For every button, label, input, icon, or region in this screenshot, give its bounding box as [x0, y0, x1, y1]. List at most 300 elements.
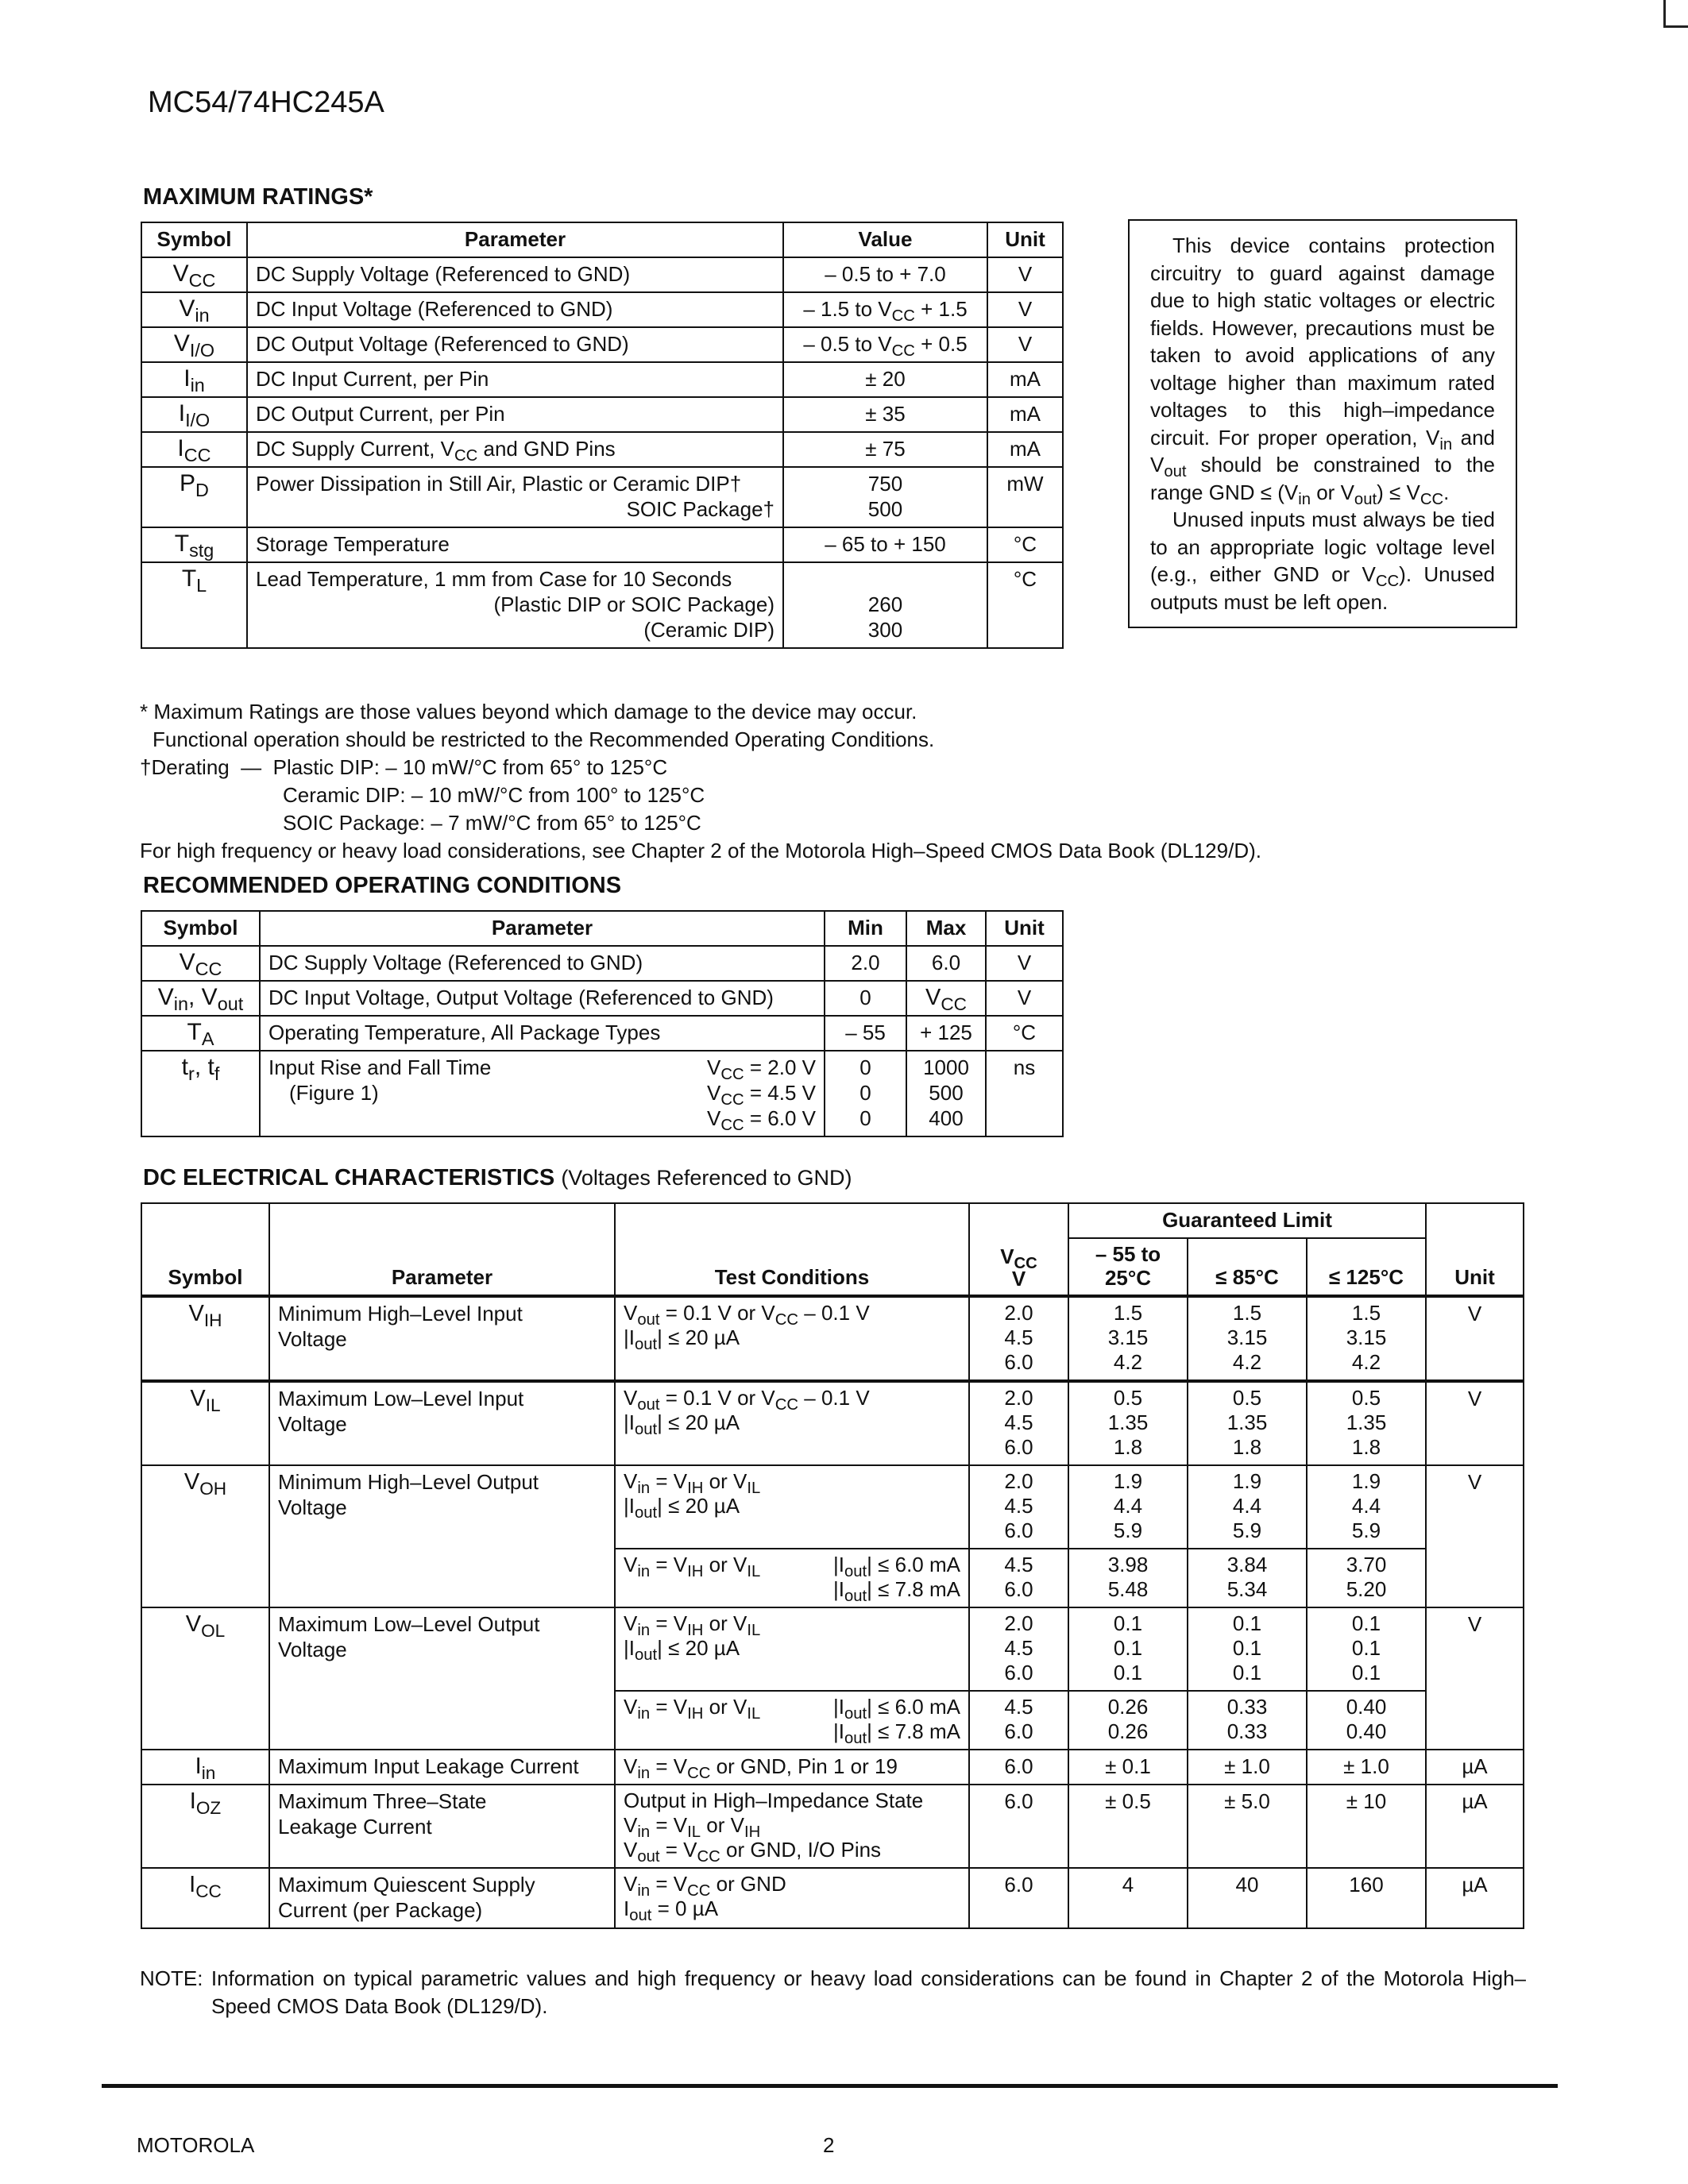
rec-op-table	[141, 910, 1064, 1137]
limit-125c-cell-line: 0.1	[1351, 1661, 1381, 1684]
limit-25c-cell	[1068, 1549, 1188, 1607]
parameter-line: Voltage	[278, 1327, 347, 1351]
parameter-cell: DC Input Current, per Pin	[247, 362, 783, 397]
subscript: in	[201, 1762, 216, 1783]
unused-inputs-paragraph	[1150, 506, 1495, 615]
max-symbol: $V_{CC}$	[925, 985, 967, 1014]
table-row	[141, 292, 1063, 327]
value-cell	[783, 257, 987, 292]
iout-abs: $|I_{out}| \le 7.8$ mA	[832, 1719, 960, 1748]
cond-vout	[624, 1838, 960, 1866]
limit-125c-cell	[1307, 1607, 1426, 1691]
subscript: in	[173, 994, 188, 1015]
table-row	[141, 397, 1063, 432]
dc-note-line2: Speed CMOS Data Book (DL129/D).	[211, 1994, 548, 2018]
rise-condition	[707, 1055, 816, 1084]
crop-mark	[1663, 0, 1688, 28]
subscript: CC	[183, 445, 211, 466]
limit-125c-cell-line: 4.4	[1351, 1494, 1381, 1518]
table-row	[141, 432, 1063, 467]
subscript: IH	[687, 1563, 704, 1581]
vcc-cell-line: 6.0	[1004, 1661, 1033, 1684]
subscript: in	[190, 375, 205, 396]
parameter-cell	[269, 1465, 615, 1607]
vout-cond: $V_{out} = 0.1$ V or $V_{CC} - 0.1$ V	[624, 1301, 870, 1329]
footnote-ceramic: Ceramic DIP: – 10 mW/°C from 100° to 125°C	[283, 783, 705, 807]
iout-abs: $|I_{out}| \le 7.8$ mA	[832, 1577, 960, 1606]
parameter-cell: DC Output Voltage (Referenced to GND)	[247, 327, 783, 362]
subscript: IL	[687, 1823, 701, 1842]
limit-25c-cell: 4	[1068, 1868, 1188, 1928]
table-row	[141, 1607, 1524, 1691]
subscript: CC	[1375, 573, 1400, 591]
vcc-cell-line: 2.0	[1004, 1301, 1033, 1325]
limit-125c-cell-line: 1.8	[1351, 1435, 1381, 1459]
limit-25c-cell-line: 4.2	[1113, 1350, 1143, 1374]
value-line: 500	[867, 497, 903, 521]
symbol: $T_L$	[181, 565, 207, 596]
cond-iout-78ma	[832, 1719, 960, 1748]
unit-cell: µA	[1426, 1868, 1524, 1928]
test-condition-cell	[615, 1868, 969, 1928]
max-cell	[906, 1051, 986, 1136]
symbol: $V_{OH}$	[183, 1469, 227, 1499]
limit-125c-cell-line: 1.9	[1351, 1469, 1381, 1493]
table-row	[141, 1465, 1524, 1549]
symbol-cell	[141, 562, 247, 648]
subscript: f	[214, 1063, 220, 1085]
limit-125c-cell-line: 0.5	[1351, 1386, 1381, 1410]
unit-cell: V	[987, 327, 1063, 362]
symbol: $V_{in}$	[179, 295, 210, 326]
limit-85c-cell-line: 3.84	[1226, 1553, 1268, 1576]
symbol: $I_{in}$	[183, 365, 205, 396]
unused-text: Unused inputs must always be tied to an appropriate logic voltage level (e.g., either GND or $V_{CC}$). Unused outputs must be left open.	[1150, 507, 1495, 614]
header-limit-25c-line1: – 55 to	[1095, 1242, 1161, 1266]
header-value: Value	[783, 222, 987, 257]
limit-125c-cell-line: 1.35	[1346, 1410, 1387, 1434]
header-parameter: Parameter	[260, 911, 825, 946]
subscript: L	[196, 575, 207, 596]
limit-25c-cell-line: 3.15	[1107, 1325, 1149, 1349]
value-cell	[783, 327, 987, 362]
subscript: CC	[195, 959, 222, 980]
limit-125c-cell-line: 5.9	[1351, 1518, 1381, 1542]
protection-paragraph	[1150, 232, 1495, 506]
table-row	[141, 257, 1063, 292]
subscript: in	[637, 1480, 651, 1498]
subscript: OZ	[195, 1797, 222, 1818]
symbol-cell	[141, 981, 260, 1016]
symbol: $V_{CC}$	[172, 260, 216, 291]
parameter-cell: Storage Temperature	[247, 527, 783, 562]
parameter-cell: DC Supply Voltage (Referenced to GND)	[260, 946, 825, 981]
parameter-line: (Ceramic DIP)	[643, 618, 774, 642]
value-cell	[783, 527, 987, 562]
footnote-high-frequency: For high frequency or heavy load considerations, see Chapter 2 of the Motorola High–Speed CMOS Data Book (DL129/D).	[140, 839, 1261, 862]
max-ratings-table	[141, 222, 1064, 649]
test-condition-cell	[615, 1465, 969, 1549]
value-cell	[783, 292, 987, 327]
subscript: out	[844, 1563, 867, 1581]
vcc-cell-line: 2.0	[1004, 1611, 1033, 1635]
symbol: $V_{OL}$	[185, 1611, 226, 1641]
max-line: 400	[929, 1106, 964, 1130]
symbol: $V_{IH}$	[188, 1301, 222, 1330]
unit-cell: V	[987, 292, 1063, 327]
limit-85c-cell-line: 4.4	[1232, 1494, 1262, 1518]
parameter-line: Maximum Quiescent Supply	[278, 1873, 535, 1897]
vcc-cell: 6.0	[969, 1868, 1068, 1928]
cond-vin	[624, 1872, 960, 1900]
footnote-soic: SOIC Package: – 7 mW/°C from 65° to 125°C	[283, 811, 701, 835]
min-cell: 2.0	[825, 946, 906, 981]
footer-page-number: 2	[823, 2133, 835, 2157]
parameter-line: Maximum Low–Level Input	[278, 1387, 524, 1410]
min-cell	[825, 1051, 906, 1136]
parameter-line: Voltage	[278, 1412, 347, 1436]
symbol-cell	[141, 1607, 269, 1750]
symbol: $I_{in}$	[195, 1754, 216, 1783]
value-cell	[783, 467, 987, 527]
vin-cond: $V_{in} = V_{IL}$ or $V_{IH}$	[624, 1813, 761, 1842]
subscript: out	[1354, 490, 1377, 508]
table-row	[141, 1750, 1524, 1785]
value-line: ± 75	[865, 437, 906, 461]
limit-125c-cell-line: 3.15	[1346, 1325, 1387, 1349]
subscript: CC	[720, 1117, 744, 1135]
iout-abs: $|I_{out}| \le 6.0$ mA	[832, 1695, 960, 1723]
header-min: Min	[825, 911, 906, 946]
vcc-cell: 6.0	[969, 1785, 1068, 1868]
subscript: IH	[203, 1310, 222, 1330]
test-condition-cell	[615, 1607, 969, 1691]
limit-125c-cell	[1307, 1691, 1426, 1750]
symbol-cell	[141, 292, 247, 327]
test-condition-cell	[615, 1691, 969, 1750]
cond-vout	[624, 1301, 960, 1329]
header-vcc: $V_{CC}$ V	[969, 1203, 1068, 1296]
header-symbol: Symbol	[141, 1203, 269, 1296]
vcc-cell-line: 6.0	[1004, 1719, 1033, 1743]
symbol-cell	[141, 1016, 260, 1051]
max-cell: + 125	[906, 1016, 986, 1051]
parameter-line: Current (per Package)	[278, 1898, 483, 1922]
dc-table	[141, 1202, 1524, 1929]
limit-85c-cell	[1188, 1691, 1307, 1750]
parameter-cell: DC Supply Voltage (Referenced to GND)	[247, 257, 783, 292]
limit-25c-cell-line: 0.1	[1113, 1661, 1143, 1684]
test-condition-cell	[615, 1296, 969, 1381]
vin-cond: $V_{in} = V_{IH}$ or $V_{IL}$	[624, 1695, 761, 1723]
limit-85c-cell-line: 0.1	[1232, 1636, 1262, 1660]
cond-vout	[624, 1386, 960, 1414]
vcc-cell	[969, 1691, 1068, 1750]
symbol-cell	[141, 946, 260, 981]
limit-125c-cell	[1307, 1296, 1426, 1381]
iout-cond: $I_{out} = 0$ µA	[624, 1897, 719, 1925]
limit-85c-cell	[1188, 1607, 1307, 1691]
subscript: stg	[189, 540, 214, 561]
subscript: CC	[454, 447, 478, 465]
vcc-cell: 6.0	[969, 1750, 1068, 1785]
value-line: 300	[867, 618, 903, 642]
subscript: in	[1439, 435, 1453, 453]
subscript: in	[637, 1622, 651, 1640]
subscript: CC	[774, 1396, 799, 1414]
limit-125c-cell-line: 0.40	[1346, 1695, 1387, 1719]
limit-125c-cell-line: 1.5	[1351, 1301, 1381, 1325]
cond-vin	[624, 1611, 960, 1640]
subscript: IH	[687, 1705, 704, 1723]
subscript: CC	[774, 1311, 799, 1329]
vcc-cell-line: 6.0	[1004, 1435, 1033, 1459]
vcc-cell	[969, 1381, 1068, 1465]
symbol: $V_{CC}$	[179, 949, 222, 980]
vin-cond: $V_{in} = V_{IH}$ or $V_{IL}$	[624, 1553, 761, 1581]
iout-abs: $|I_{out}| \le 20$ µA	[624, 1494, 740, 1522]
cond-iout-list	[832, 1695, 960, 1748]
symbol-cell	[141, 397, 247, 432]
header-guaranteed-limit: Guaranteed Limit	[1068, 1203, 1426, 1238]
subscript: IL	[747, 1622, 761, 1640]
symbol-cell	[141, 1296, 269, 1381]
symbol-cell	[141, 327, 247, 362]
unit-cell: V	[1426, 1465, 1524, 1607]
symbol-cell	[141, 1750, 269, 1785]
subscript: in	[637, 1765, 651, 1783]
symbol-cell	[141, 1381, 269, 1465]
subscript: out	[637, 1311, 660, 1329]
max-cell	[906, 981, 986, 1016]
subscript: out	[634, 1646, 658, 1665]
subscript: out	[634, 1336, 658, 1354]
subscript: CC	[195, 1881, 222, 1901]
limit-125c-cell-line: 0.1	[1351, 1636, 1381, 1660]
parameter-line: Power Dissipation in Still Air, Plastic or Ceramic DIP†	[256, 472, 742, 496]
unit-cell: µA	[1426, 1785, 1524, 1868]
header-symbol: Symbol	[141, 222, 247, 257]
test-condition-cell	[615, 1750, 969, 1785]
rise-param-line1: Input Rise and Fall Time	[268, 1055, 492, 1079]
footer-rule	[102, 2084, 1558, 2088]
parameter-line: Voltage	[278, 1638, 347, 1661]
limit-125c-cell: ± 1.0	[1307, 1750, 1426, 1785]
vcc-cell	[969, 1465, 1068, 1549]
parameter-cell: DC Input Voltage (Referenced to GND)	[247, 292, 783, 327]
subscript: IL	[747, 1480, 761, 1498]
parameter-line: Lead Temperature, 1 mm from Case for 10 Seconds	[256, 567, 732, 591]
limit-125c-cell-line: 3.70	[1346, 1553, 1387, 1576]
min-line: 0	[859, 1081, 871, 1105]
min-line: 0	[859, 1055, 871, 1079]
unit-cell: °C	[986, 1016, 1063, 1051]
table-row	[141, 1381, 1524, 1465]
symbol: $I_{CC}$	[177, 435, 211, 466]
subscript: I/O	[185, 410, 211, 431]
limit-85c-cell-line: 1.35	[1226, 1410, 1268, 1434]
max-ratings-title: MAXIMUM RATINGS*	[143, 184, 373, 210]
unit-cell: V	[986, 946, 1063, 981]
parameter-line: (Plastic DIP or SOIC Package)	[493, 592, 774, 616]
document-title: MC54/74HC245A	[148, 86, 384, 119]
max-line: 1000	[923, 1055, 969, 1079]
symbol: $I_{CC}$	[189, 1872, 222, 1901]
limit-125c-cell	[1307, 1465, 1426, 1549]
cond-iout	[624, 1897, 960, 1925]
symbol: $I_{OZ}$	[189, 1788, 222, 1818]
subscript: out	[844, 1730, 867, 1748]
cond-load	[624, 1695, 960, 1748]
subscript: out	[844, 1588, 867, 1606]
rise-condition	[707, 1080, 816, 1109]
limit-25c-cell: ± 0.1	[1068, 1750, 1188, 1785]
limit-125c-cell: 160	[1307, 1868, 1426, 1928]
min-line: 0	[859, 1106, 871, 1130]
value-cell	[783, 562, 987, 648]
limit-85c-cell-line: 0.33	[1226, 1695, 1268, 1719]
vin-cond: $V_{in} = V_{IH}$ or $V_{IL}$	[624, 1469, 761, 1498]
unit-cell: mW	[987, 467, 1063, 527]
limit-85c-cell: ± 1.0	[1188, 1750, 1307, 1785]
parameter-line: Minimum High–Level Input	[278, 1302, 523, 1325]
vcc-cell-line: 4.5	[1004, 1695, 1033, 1719]
limit-85c-cell-line: 1.9	[1232, 1469, 1262, 1493]
header-test-conditions: Test Conditions	[615, 1203, 969, 1296]
header-vcc-unit: V	[1011, 1267, 1026, 1291]
parameter-line: SOIC Package†	[626, 497, 774, 521]
subscript: CC	[687, 1882, 711, 1900]
unit-cell: °C	[987, 527, 1063, 562]
limit-85c-cell-line: 1.8	[1232, 1435, 1262, 1459]
value-cell	[783, 362, 987, 397]
value-line: 260	[867, 592, 903, 616]
vout-cond: $V_{out} = 0.1$ V or $V_{CC} - 0.1$ V	[624, 1386, 870, 1414]
limit-85c-cell	[1188, 1465, 1307, 1549]
symbol: $I_{I/O}$	[178, 400, 211, 431]
limit-85c-cell	[1188, 1296, 1307, 1381]
symbol-cell	[141, 257, 247, 292]
test-condition-cell	[615, 1549, 969, 1607]
footer-brand: MOTOROLA	[137, 2133, 255, 2157]
header-symbol: Symbol	[141, 911, 260, 946]
subscript: A	[201, 1028, 214, 1050]
symbol: $T_{stg}$	[174, 531, 214, 561]
limit-85c-cell-line: 0.33	[1226, 1719, 1268, 1743]
subscript: out	[637, 1848, 660, 1866]
unit-cell: mA	[987, 362, 1063, 397]
symbol: $t_r$, $t_f$	[181, 1054, 220, 1085]
limit-25c-cell	[1068, 1381, 1188, 1465]
footnote-derating: †Derating — Plastic DIP: – 10 mW/°C from 65° to 125°C	[140, 755, 668, 779]
limit-85c-cell	[1188, 1549, 1307, 1607]
header-limit-25c	[1068, 1238, 1188, 1296]
dc-title-text: DC ELECTRICAL CHARACTERISTICS	[143, 1165, 555, 1190]
limit-25c-cell-line: 0.26	[1107, 1719, 1149, 1743]
symbol-cell	[141, 362, 247, 397]
limit-125c-cell-line: 4.2	[1351, 1350, 1381, 1374]
subscript: IH	[687, 1480, 704, 1498]
limit-25c-cell-line: 1.5	[1113, 1301, 1143, 1325]
subscript: in	[195, 305, 210, 326]
subscript: CC	[941, 994, 967, 1014]
parameter: DC Supply Current, $V_{CC}$ and GND Pins	[256, 437, 616, 465]
rise-conditions	[707, 1055, 816, 1135]
subscript: CC	[687, 1765, 711, 1783]
limit-125c-cell	[1307, 1381, 1426, 1465]
parameter-cell: DC Output Current, per Pin	[247, 397, 783, 432]
protection-note-box	[1128, 219, 1517, 628]
dc-note	[140, 1965, 1526, 2020]
unit-cell: ns	[986, 1051, 1063, 1136]
header-parameter: Parameter	[247, 222, 783, 257]
cond-iout	[624, 1410, 960, 1439]
subscript: IL	[747, 1705, 761, 1723]
value-line: – 0.5 to + 7.0	[825, 262, 946, 286]
parameter-line: Leakage Current	[278, 1815, 432, 1839]
value: – 0.5 to $V_{CC} + 0.5$	[803, 332, 968, 361]
subscript: IL	[205, 1395, 221, 1415]
vcc-cell	[969, 1607, 1068, 1691]
unit-cell: V	[1426, 1607, 1524, 1750]
iout-abs: $|I_{out}| \le 6.0$ mA	[832, 1553, 960, 1581]
subscript: CC	[697, 1848, 720, 1866]
subscript: CC	[720, 1066, 744, 1084]
vcc-cell-line: 4.5	[1004, 1553, 1033, 1576]
parameter-cell	[247, 467, 783, 527]
limit-85c-cell-line: 0.1	[1232, 1611, 1262, 1635]
table-row	[141, 527, 1063, 562]
limit-125c-cell-line: 0.40	[1346, 1719, 1387, 1743]
limit-125c-cell: ± 10	[1307, 1785, 1426, 1868]
max-cell: 6.0	[906, 946, 986, 981]
symbol: $T_A$	[187, 1019, 214, 1050]
cond-load	[624, 1553, 960, 1606]
vcc-cell-line: 6.0	[1004, 1577, 1033, 1601]
symbol-cell	[141, 1785, 269, 1868]
subscript: OL	[201, 1620, 226, 1641]
header-limit-85c: ≤ 85°C	[1188, 1238, 1307, 1296]
cond-vin	[624, 1695, 760, 1744]
parameter-cell	[260, 1051, 825, 1136]
limit-85c-cell-line: 1.5	[1232, 1301, 1262, 1325]
min-cell: – 55	[825, 1016, 906, 1051]
header-unit: Unit	[986, 911, 1063, 946]
iin-cond: $V_{in} = V_{CC}$ or GND, Pin 1 or 19	[624, 1754, 898, 1783]
vcc-cell-line: 2.0	[1004, 1386, 1033, 1410]
unit-cell: V	[987, 257, 1063, 292]
limit-25c-cell-line: 1.35	[1107, 1410, 1149, 1434]
cond-iout	[624, 1494, 960, 1522]
parameter-cell: Operating Temperature, All Package Types	[260, 1016, 825, 1051]
limit-85c-cell-line: 0.5	[1232, 1386, 1262, 1410]
subscript: in	[637, 1563, 651, 1581]
subscript: r	[188, 1063, 195, 1085]
vin-cond: $V_{in} = V_{IH}$ or $V_{IL}$	[624, 1611, 761, 1640]
header-limit-25c-line2: 25°C	[1104, 1266, 1152, 1290]
iout-abs: $|I_{out}| \le 20$ µA	[624, 1410, 740, 1439]
table-row	[141, 1868, 1524, 1928]
symbol: $V_{in}$, $V_{out}$	[157, 984, 244, 1015]
limit-25c-cell	[1068, 1296, 1188, 1381]
limit-85c-cell-line: 3.15	[1226, 1325, 1268, 1349]
vout-cond: $V_{out} = V_{CC}$ or GND, I/O Pins	[624, 1838, 882, 1866]
cond-iout-78ma	[832, 1577, 960, 1606]
parameter-cell	[269, 1607, 615, 1750]
vcc-cell-line: 4.5	[1004, 1410, 1033, 1434]
dc-title	[143, 1165, 852, 1191]
value: – 1.5 to $V_{CC} + 1.5$	[803, 297, 968, 326]
